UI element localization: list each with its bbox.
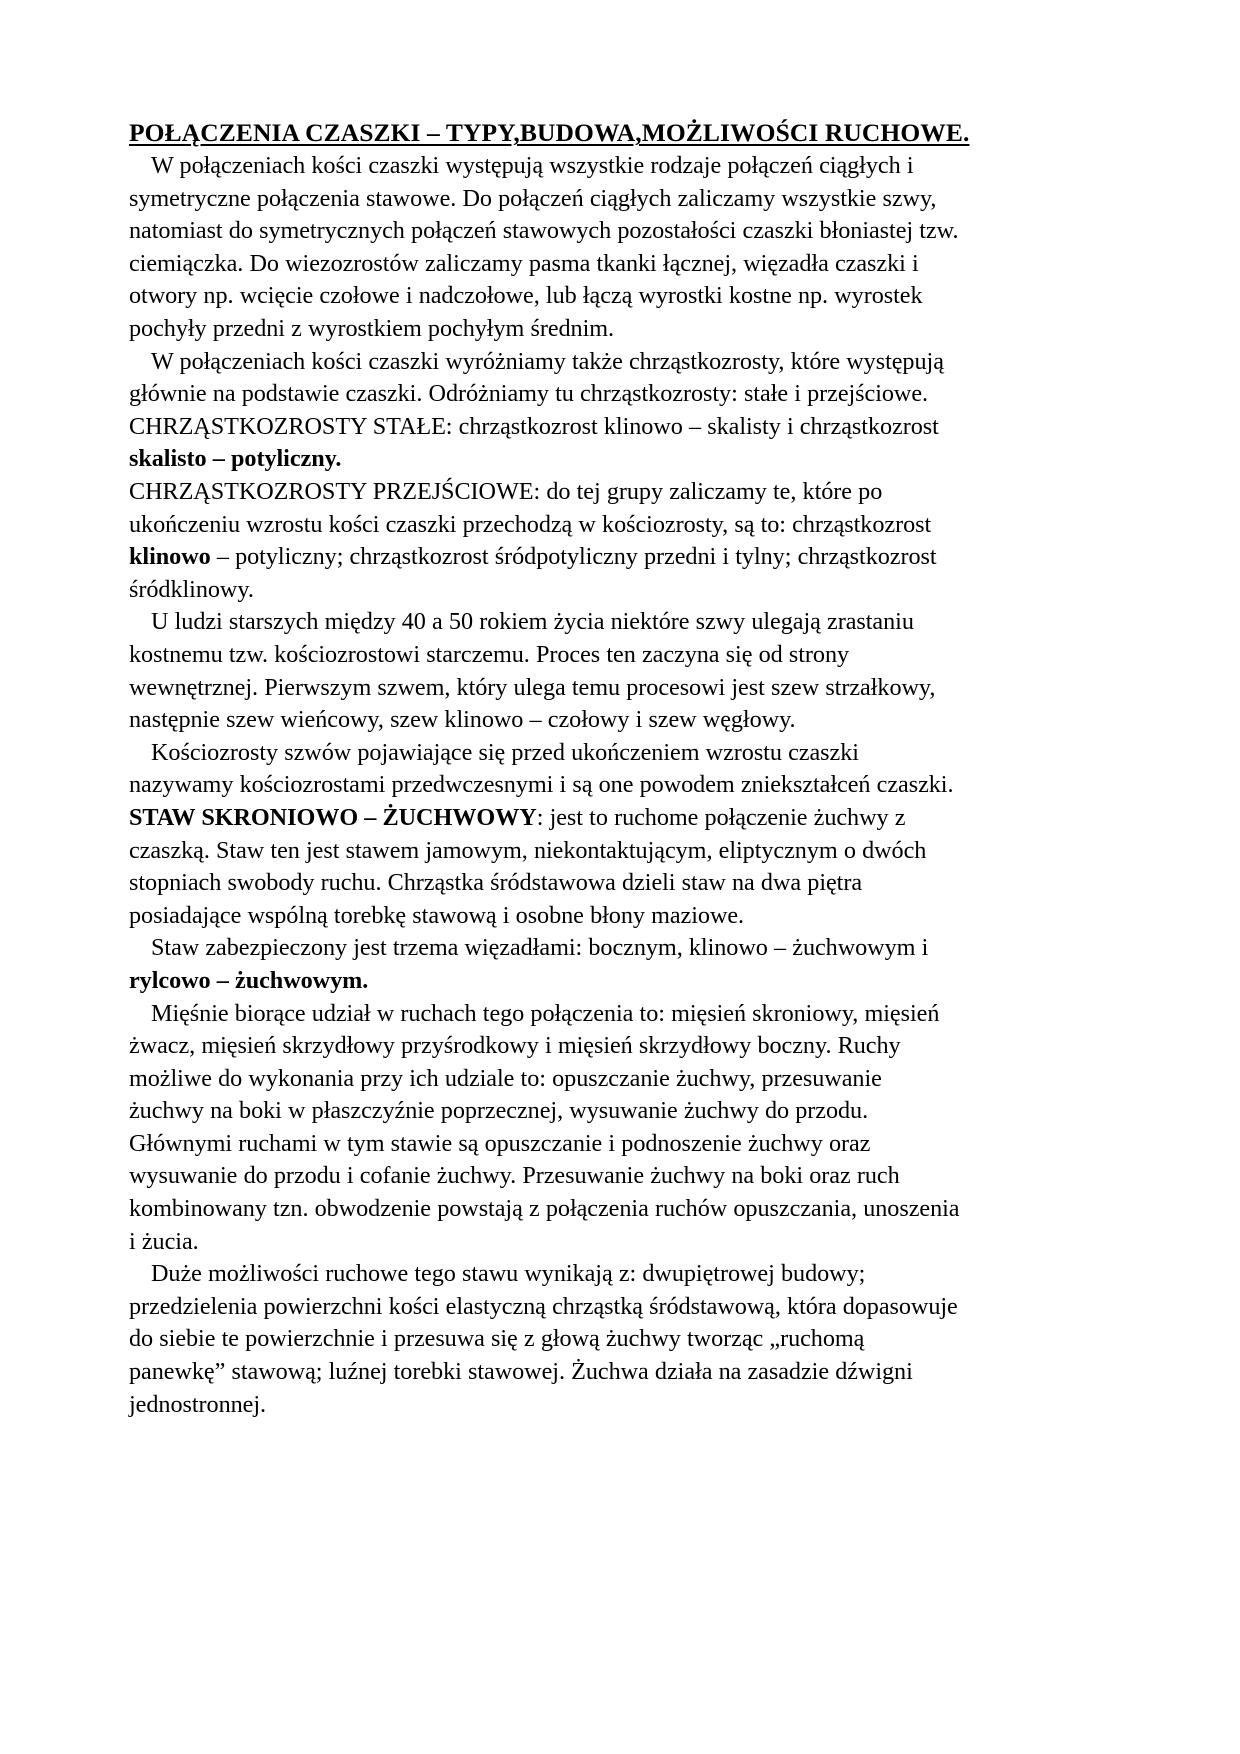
paragraph-4-segment-2-bold: klinowo: [129, 543, 211, 571]
paragraph-8-segment-2-bold: rylcowo – żuchwowym.: [129, 966, 369, 994]
paragraph-10-mozliwosci-ruchowe: Duże możliwości ruchowe tego stawu wynikają z: dwupiętrowej budowy; przedzielenia powierzchni kości elastyczną chrząstką śródstawową, która dopasowuje do siebie te powierzchnie i przesuwa się z głową żuchwy tworząc „ruchomą panewkę” stawową; luźnej torebki stawowej. Żuchwa działa na zasadzie dźwigni jednostronnej.: [129, 1260, 958, 1418]
paragraph-7-segment-2: : jest to ruchome połączenie żuchwy z czaszką. Staw ten jest stawem jamowym, niekontaktującym, eliptycznym o dwóch stopniach swobody ruchu. Chrząstka śródstawowa dzieli staw na dwa piętra posiadające wspólną torebkę stawową i osobne błony maziowe.: [129, 803, 927, 929]
paragraph-7-heading-bold: STAW SKRONIOWO – ŻUCHWOWY: [129, 803, 537, 831]
paragraph-3-segment-2-bold: skalisto – potyliczny.: [129, 445, 342, 473]
paragraph-3-segment-1: CHRZĄSTKOZROSTY STAŁE: chrząstkozrost klinowo – skalisty i chrząstkozrost: [129, 412, 939, 440]
paragraph-5: U ludzi starszych między 40 a 50 rokiem życia niektóre szwy ulegają zrastaniu kostnemu tzw. kościozrostowi starczemu. Proces ten zaczyna się od strony wewnętrznej. Pierwszym szwem, który ulega temu procesowi jest szew strzałkowy, następnie szew wieńcowy, szew klinowo – czołowy i szew węgłowy.: [129, 608, 936, 734]
paragraph-2: W połączeniach kości czaszki wyróżniamy także chrząstkozrosty, które występują głównie na podstawie czaszki. Odróżniamy tu chrząstkozrosty: stałe i przejściowe.: [129, 347, 944, 408]
paragraph-7-staw-skroniowo-zuchwowy: [129, 802, 961, 932]
paragraph-4-segment-3: – potyliczny; chrząstkozrost śródpotyliczny przedni i tylny; chrząstkozrost śródklinowy.: [129, 543, 937, 603]
paragraph-3-chrzastkozrosty-stale: [129, 411, 961, 476]
paragraph-6: Kościozrosty szwów pojawiające się przed ukończeniem wzrostu czaszki nazywamy kościozrostami przedwczesnymi i są one powodem zniekształceń czaszki.: [129, 738, 954, 799]
paragraph-8-wiezadla: [129, 932, 961, 997]
paragraph-4-segment-1: CHRZĄSTKOZROSTY PRZEJŚCIOWE: do tej grupy zaliczamy te, które po ukończeniu wzrostu kości czaszki przechodzą w kościozrosty, są to: chrząstkozrost: [129, 478, 932, 538]
paragraph-9-miesnie: Mięśnie biorące udział w ruchach tego połączenia to: mięsień skroniowy, mięsień żwacz, mięsień skrzydłowy przyśrodkowy i mięsień skrzydłowy boczny. Ruchy możliwe do wykonania przy ich udziale to: opuszczanie żuchwy, przesuwanie żuchwy na boki w płaszczyźnie poprzecznej, wysuwanie żuchwy do przodu. Głównymi ruchami w tym stawie są opuszczanie i podnoszenie żuchwy oraz wysuwanie do przodu i cofanie żuchwy. Przesuwanie żuchwy na boki oraz ruch kombinowany tzn. obwodzenie powstają z połączenia ruchów opuszczania, unoszenia i żucia.: [129, 999, 960, 1255]
page-title: POŁĄCZENIA CZASZKI – TYPY,BUDOWA,MOŻLIWOŚCI RUCHOWE.: [129, 118, 970, 147]
paragraph-8-segment-1: Staw zabezpieczony jest trzema więzadłami: bocznym, klinowo – żuchwowym i: [151, 934, 929, 962]
paragraph-4-chrzastkozrosty-przejsciowe: [129, 476, 961, 606]
paragraph-1: W połączeniach kości czaszki występują wszystkie rodzaje połączeń ciągłych i symetryczne połączenia stawowe. Do połączeń ciągłych zaliczamy wszystkie szwy, natomiast do symetrycznych połączeń stawowych pozostałości czaszki błoniastej tzw. ciemiączka. Do wiezozrostów zaliczamy pasma tkanki łącznej, więzadła czaszki i otwory np. wcięcie czołowe i nadczołowe, lub łączą wyrostki kostne np. wyrostek pochyły przedni z wyrostkiem pochyłym średnim.: [129, 152, 959, 343]
document-body: [129, 118, 970, 1421]
